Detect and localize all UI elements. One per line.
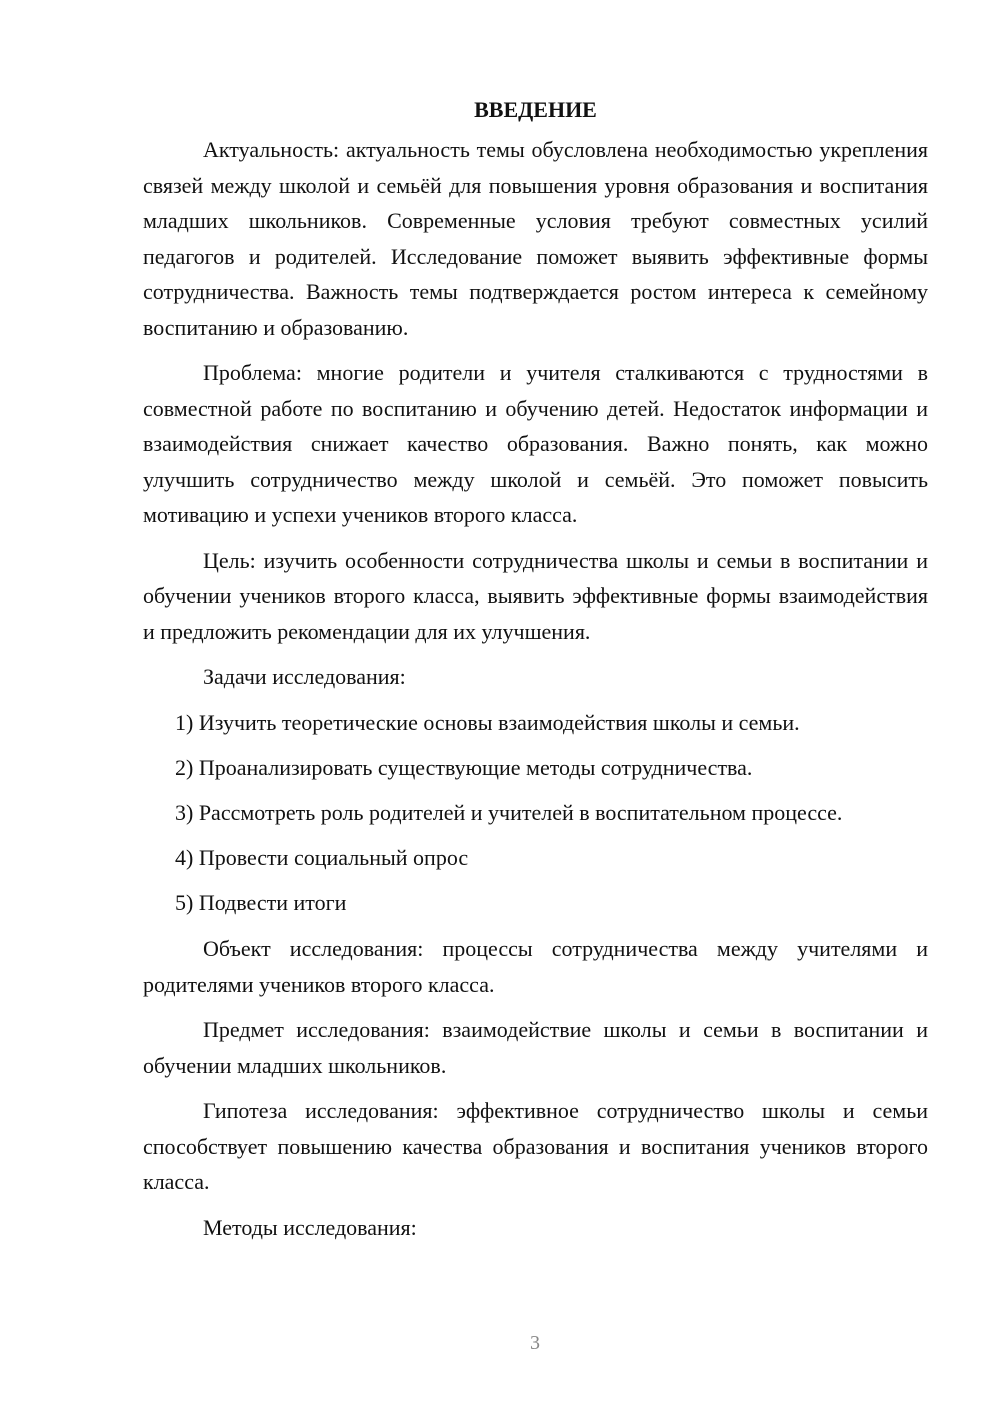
document-page	[143, 92, 928, 1256]
paragraph-subject: Предмет исследования: взаимодействие школы и семьи в воспитании и обучении младших школьников.	[143, 1017, 928, 1078]
list-item: 2) Проанализировать существующие методы сотрудничества.	[175, 755, 753, 780]
methods-label: Методы исследования:	[203, 1214, 417, 1240]
tasks-label: Задачи исследования:	[203, 664, 406, 689]
list-item: 1) Изучить теоретические основы взаимодействия школы и семьи.	[175, 710, 800, 735]
tasks-list	[143, 705, 928, 921]
paragraph-object: Объект исследования: процессы сотрудничества между учителями и родителями учеников второго класса.	[143, 936, 928, 997]
list-item: 4) Провести социальный опрос	[175, 845, 469, 870]
list-item: 5) Подвести итоги	[175, 890, 347, 915]
list-item: 3) Рассмотреть роль родителей и учителей в воспитательном процессе.	[175, 800, 843, 825]
paragraph-hypothesis: Гипотеза исследования: эффективное сотрудничество школы и семьи способствует повышению качества образования и воспитания учеников второго класса.	[143, 1098, 928, 1194]
paragraph-problem: Проблема: многие родители и учителя сталкиваются с трудностями в совместной работе по воспитанию и обучению детей. Недостаток информации и взаимодействия снижает качество образования. Важно понять, как можно улучшить сотрудничество между школой и семьёй. Это поможет повысить мотивацию и успехи учеников второго класса.	[143, 360, 928, 527]
page-number: 3	[530, 1332, 540, 1354]
paragraph-goal: Цель: изучить особенности сотрудничества школы и семьи в воспитании и обучении учеников второго класса, выявить эффективные формы взаимодействия и предложить рекомендации для их улучшения.	[143, 547, 928, 644]
page-title: ВВЕДЕНИЕ	[474, 97, 597, 122]
paragraph-relevance: Актуальность: актуальность темы обусловлена необходимостью укрепления связей между школой и семьёй для повышения уровня образования и воспитания младших школьников. Современные условия требуют совместных усилий педагогов и родителей. Исследование поможет выявить эффективные формы сотрудничества. Важность темы подтверждается ростом интереса к семейному воспитанию и образованию.	[143, 137, 928, 340]
